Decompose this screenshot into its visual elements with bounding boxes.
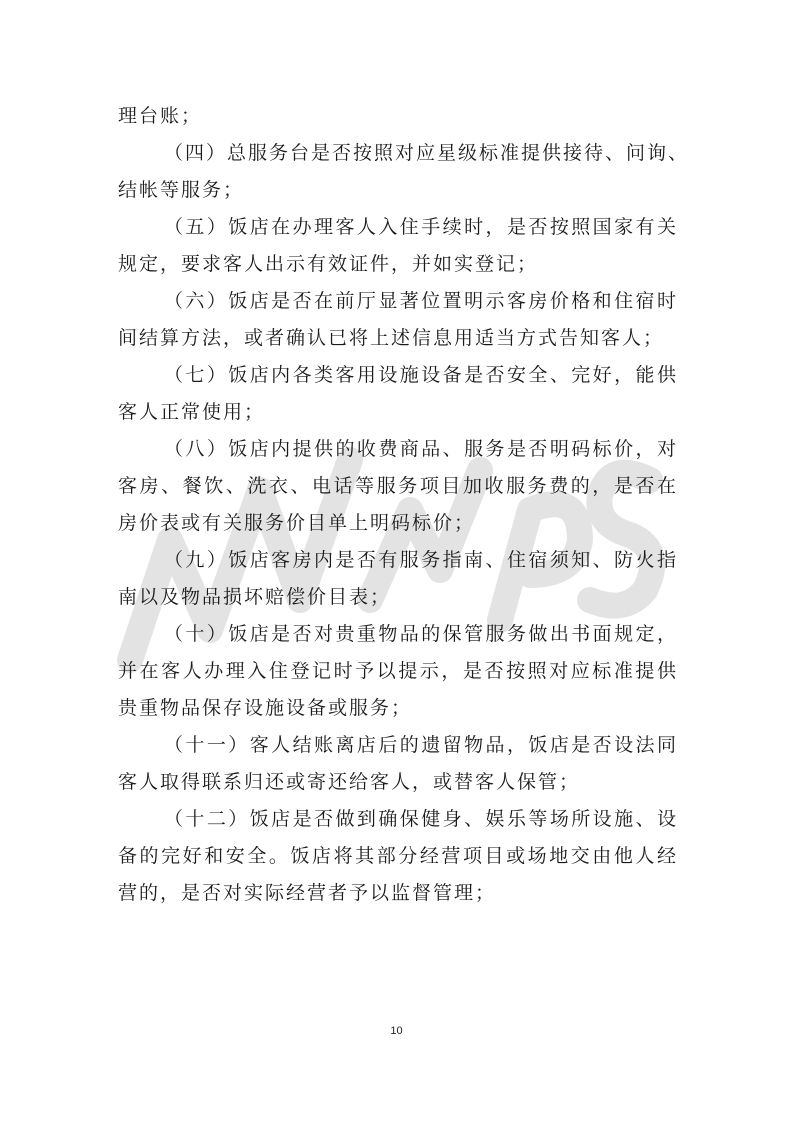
paragraph bbox=[118, 616, 678, 727]
text-line: 客人取得联系归还或寄还给客人，或替客人保管； bbox=[118, 771, 581, 793]
text-line: （十一）客人结账离店后的遗留物品，饭店是否设法同 bbox=[164, 734, 678, 756]
paragraph bbox=[118, 727, 678, 801]
paragraph bbox=[118, 357, 678, 431]
text-line: （七）饭店内各类客用设施设备是否安全、完好，能供 bbox=[164, 364, 678, 386]
text-line: 间结算方法，或者确认已将上述信息用适当方式告知客人； bbox=[118, 327, 665, 349]
text-line: 南以及物品损坏赔偿价目表； bbox=[118, 586, 392, 608]
text-line: （五）饭店在办理客人入住手续时，是否按照国家有关 bbox=[164, 216, 678, 238]
text-line: （八）饭店内提供的收费商品、服务是否明码标价，对 bbox=[164, 438, 678, 460]
text-line: 结帐等服务； bbox=[118, 179, 245, 201]
paragraph bbox=[118, 431, 678, 542]
text-line: （六）饭店是否在前厅显著位置明示客房价格和住宿时 bbox=[164, 290, 678, 312]
paragraph bbox=[118, 542, 678, 616]
document-body bbox=[118, 98, 690, 912]
text-line: 规定，要求客人出示有效证件，并如实登记； bbox=[118, 253, 539, 275]
text-line: 理台账； bbox=[118, 105, 203, 127]
paragraph bbox=[118, 135, 690, 209]
text-line: （十）饭店是否对贵重物品的保管服务做出书面规定， bbox=[164, 623, 678, 645]
paragraph bbox=[118, 283, 678, 357]
page-number: 10 bbox=[390, 1025, 403, 1037]
text-line: 备的完好和安全。饭店将其部分经营项目或场地交由他人经 bbox=[118, 845, 678, 867]
text-line: 并在客人办理入住登记时予以提示，是否按照对应标准提供 bbox=[118, 660, 678, 682]
paragraph bbox=[118, 98, 678, 135]
text-line: （十二）饭店是否做到确保健身、娱乐等场所设施、设 bbox=[164, 808, 678, 830]
text-line: （四）总服务台是否按照对应星级标准提供接待、问询、 bbox=[164, 142, 690, 164]
text-line: （九）饭店客房内是否有服务指南、住宿须知、防火指 bbox=[164, 549, 678, 571]
text-line: 客房、餐饮、洗衣、电话等服务项目加收服务费的，是否在 bbox=[118, 475, 678, 497]
text-line: 客人正常使用； bbox=[118, 401, 266, 423]
paragraph bbox=[118, 209, 678, 283]
text-line: 营的，是否对实际经营者予以监督管理； bbox=[118, 882, 497, 904]
text-line: 贵重物品保存设施设备或服务； bbox=[118, 697, 413, 719]
paragraph bbox=[118, 801, 678, 912]
text-line: 房价表或有关服务价目单上明码标价； bbox=[118, 512, 476, 534]
